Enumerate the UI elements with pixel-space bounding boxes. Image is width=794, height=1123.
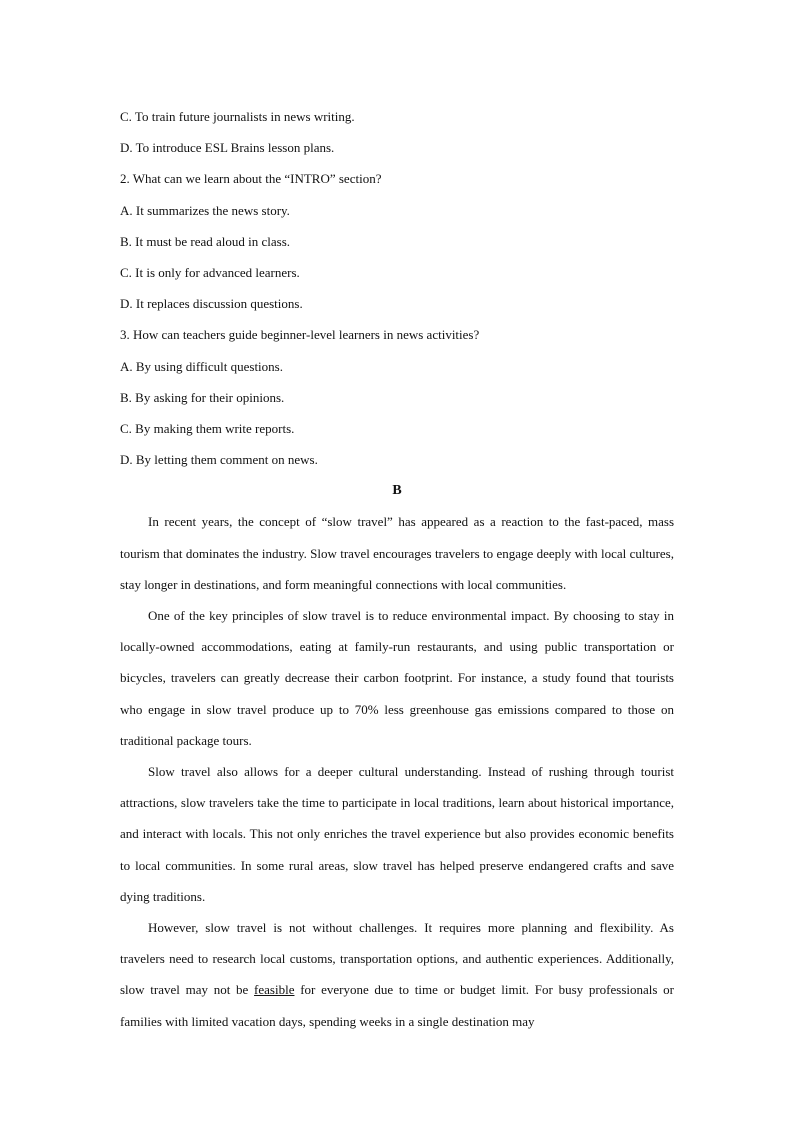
paragraph-4-text-end: for everyone due to time or budget limit. For busy professionals or families with limited vacation days, spending weeks in a single destination may	[120, 982, 674, 1029]
passage-paragraph-4	[120, 912, 674, 1037]
q2-stem: 2. What can we learn about the “INTRO” section?	[120, 171, 382, 187]
page-content	[120, 101, 674, 1037]
q3-option-a: A. By using difficult questions.	[120, 358, 283, 374]
q3-stem: 3. How can teachers guide beginner-level learners in news activities?	[120, 327, 480, 343]
q3-option-d: D. By letting them comment on news.	[120, 452, 318, 468]
q3-option-b: B. By asking for their opinions.	[120, 389, 285, 405]
passage-paragraph-1: In recent years, the concept of “slow travel” has appeared as a reaction to the fast-paced, mass tourism that dominates the industry. Slow travel encourages travelers to engage deeply with local cultures, stay longer in destinations, and form meaningful connections with local communities.	[120, 514, 674, 592]
passage-paragraph-3: Slow travel also allows for a deeper cultural understanding. Instead of rushing through tourist attractions, slow travelers take the time to participate in local traditions, learn about historical importance, and interact with locals. This not only enriches the travel experience but also provides economic benefits to local communities. In some rural areas, slow travel has helped preserve endangered crafts and save dying traditions.	[120, 764, 674, 904]
passage-heading: B	[392, 483, 402, 499]
underlined-word: feasible	[254, 982, 295, 998]
q1-option-c: C. To train future journalists in news writing.	[120, 109, 355, 124]
q2-option-c: C. It is only for advanced learners.	[120, 264, 300, 280]
paragraph-4-text-start: However, slow travel is not without challenges. It requires more planning and flexibility. As travelers need to research local customs, transportation options, and authentic experiences. Additionally, slow travel may not be	[120, 920, 674, 998]
q2-option-b: B. It must be read aloud in class.	[120, 233, 291, 249]
passage-paragraph-2: One of the key principles of slow travel is to reduce environmental impact. By choosing to stay in locally-owned accommodations, eating at family-run restaurants, and using public transportation or bicycles, travelers can greatly decrease their carbon footprint. For instance, a study found that tourists who engage in slow travel produce up to 70% less greenhouse gas emissions compared to those on traditional package tours.	[120, 608, 674, 748]
q3-option-c: C. By making them write reports.	[120, 420, 295, 436]
q2-option-d: D. It replaces discussion questions.	[120, 296, 303, 312]
q1-option-d: D. To introduce ESL Brains lesson plans.	[120, 140, 335, 156]
q2-option-a: A. It summarizes the news story.	[120, 202, 290, 218]
